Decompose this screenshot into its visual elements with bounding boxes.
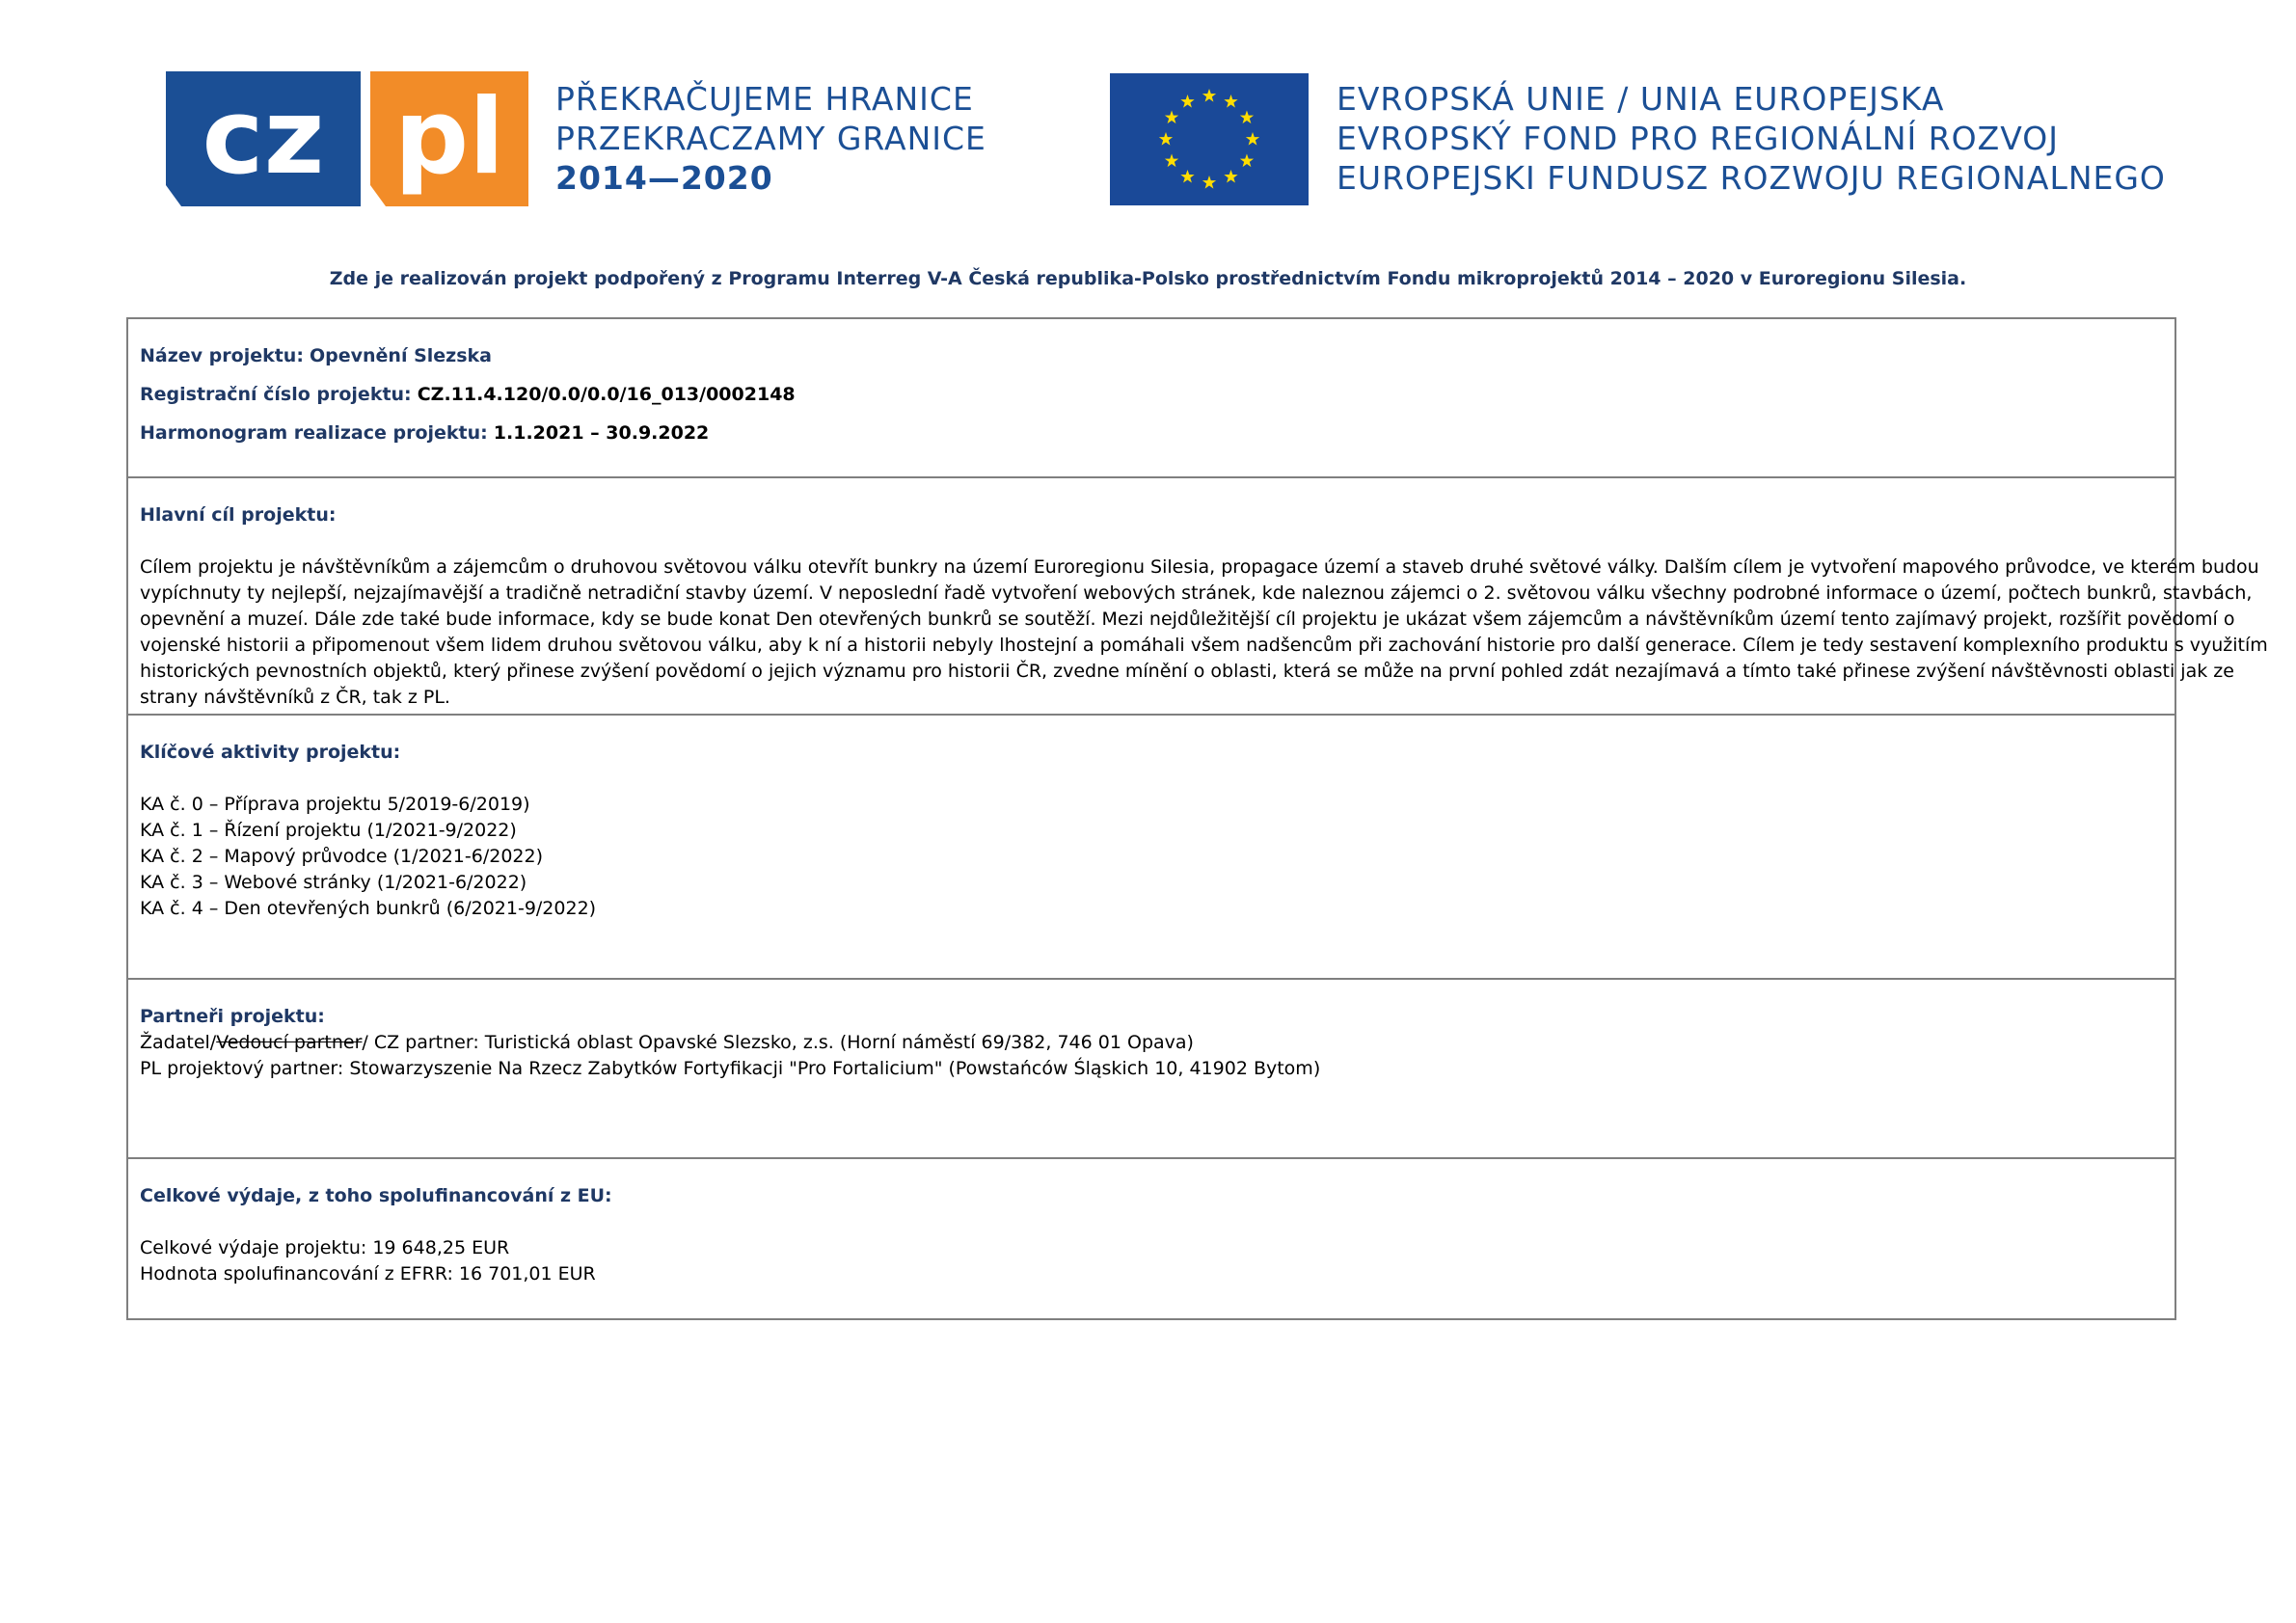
registration-row <box>140 382 2163 408</box>
czpl-slogan-years: 2014—2020 <box>555 159 773 197</box>
partners-heading: Partneři projektu: <box>140 1006 325 1027</box>
czpl-slogan-line1: PŘEKRAČUJEME HRANICE <box>555 80 974 118</box>
schedule-value: 1.1.2021 – 30.9.2022 <box>493 422 710 444</box>
expenses-section <box>128 1157 2174 1320</box>
lead-partner-text: / CZ partner: Turistická oblast Opavské Slezsko, z.s. (Horní náměstí 69/382, 746 01 Opava) <box>362 1032 1194 1053</box>
eu-text-line2: EVROPSKÝ FOND PRO REGIONÁLNÍ ROZVOJ <box>1337 120 2059 157</box>
activity-item: KA č. 2 – Mapový průvodce (1/2021-6/2022) <box>140 846 543 867</box>
registration-value: CZ.11.4.120/0.0/0.0/16_013/0002148 <box>417 384 796 405</box>
pl-partner-text: PL projektový partner: Stowarzyszenie Na Rzecz Zabytków Fortyfikacji "Pro Fortalicium" (Powstańców Śląskich 10, 41902 Bytom) <box>140 1058 1321 1079</box>
goal-line: Cílem projektu je návštěvníkům a zájemcům o druhovou světovou válku otevřít bunkry na území Euroregionu Silesia, propagace území a staveb druhé světové války. Dalším cílem je vytvoření mapového průvodce, ve kterém budou <box>140 556 2259 578</box>
czpl-slogan <box>555 79 986 198</box>
registration-label: Registrační číslo projektu: <box>140 384 412 405</box>
intro-text: Zde je realizován projekt podpořený z Programu Interreg V-A Česká republika-Polsko prostřednictvím Fondu mikroprojektů 2014 – 2020 v Euroregionu Silesia. <box>329 268 1967 289</box>
header <box>0 0 2296 251</box>
partners-section <box>128 978 2174 1157</box>
activities-heading: Klíčové aktivity projektu: <box>140 742 401 763</box>
project-name-label: Název projektu: <box>140 345 304 366</box>
activities-section <box>128 714 2174 978</box>
goal-heading: Hlavní cíl projektu: <box>140 504 337 526</box>
schedule-row <box>140 420 2163 446</box>
lead-partner-row <box>140 1030 2163 1056</box>
eu-text <box>1337 79 2166 198</box>
activity-item: KA č. 1 – Řízení projektu (1/2021-9/2022) <box>140 820 517 841</box>
goal-line: vojenské historii a připomenout všem lidem druhou světovou válku, aby k ní a historii nebyly lhostejní a pomáhali všem nadšencům při zachování historie pro další generace. Cílem je tedy sestavení komplexního produktu s využitím <box>140 635 2268 656</box>
goal-line: historických pevnostních objektů, který přinese zvýšení povědomí o jejich významu pro historii ČR, zvedne mínění o oblasti, která se může na první pohled zdát nezajímavá a tímto také přinese zvýšení návštěvnosti oblasti jak ze <box>140 661 2234 682</box>
czpl-logo-pl-text: pl <box>393 77 505 198</box>
eu-text-line3: EUROPEJSKI FUNDUSZ ROZWOJU REGIONALNEGO <box>1337 159 2166 197</box>
expenses-heading: Celkové výdaje, z toho spolufinancování z EU: <box>140 1185 612 1206</box>
project-table <box>126 317 2268 1320</box>
czpl-logo <box>166 71 528 206</box>
project-name-value: Opevnění Slezska <box>309 345 492 366</box>
czpl-slogan-line2: PRZEKRACZAMY GRANICE <box>555 120 986 157</box>
schedule-label: Harmonogram realizace projektu: <box>140 422 488 444</box>
project-info-section <box>128 319 2174 476</box>
total-expenses: Celkové výdaje projektu: 19 648,25 EUR <box>140 1237 510 1258</box>
project-name-row <box>140 343 2163 369</box>
goal-line: strany návštěvníků z ČR, tak z PL. <box>140 687 450 708</box>
lead-partner-struck: Vedoucí partner <box>216 1032 363 1053</box>
activity-item: KA č. 3 – Webové stránky (1/2021-6/2022) <box>140 872 527 893</box>
goal-section <box>128 476 2268 714</box>
activity-item: KA č. 0 – Příprava projektu 5/2019-6/2019) <box>140 794 530 815</box>
goal-line: opevnění a muzeí. Dále zde také bude informace, kdy se bude konat Den otevřených bunkrů se soutěží. Mezi nejdůležitější cíl projektu je ukázat všem zájemcům a návštěvníkům území tento zajímavý projekt, rozšířit povědomí o <box>140 609 2235 630</box>
eu-flag-icon <box>1110 73 1309 205</box>
lead-partner-prefix: Žadatel/ <box>140 1032 217 1053</box>
goal-line: vypíchnuty ty nejlepší, nejzajímavější a tradičně netradiční stavby území. V neposlední řadě vytvoření webových stránek, kde naleznou zájemci o 2. světovou válku všechny podrobné informace o území, počtech bunkrů, stavbách, <box>140 582 2253 604</box>
cofinancing-amount: Hodnota spolufinancování z EFRR: 16 701,01 EUR <box>140 1263 596 1285</box>
activity-item: KA č. 4 – Den otevřených bunkrů (6/2021-9/2022) <box>140 898 597 919</box>
czpl-logo-cz-text: cz <box>202 77 325 198</box>
eu-text-line1: EVROPSKÁ UNIE / UNIA EUROPEJSKA <box>1337 80 1945 118</box>
